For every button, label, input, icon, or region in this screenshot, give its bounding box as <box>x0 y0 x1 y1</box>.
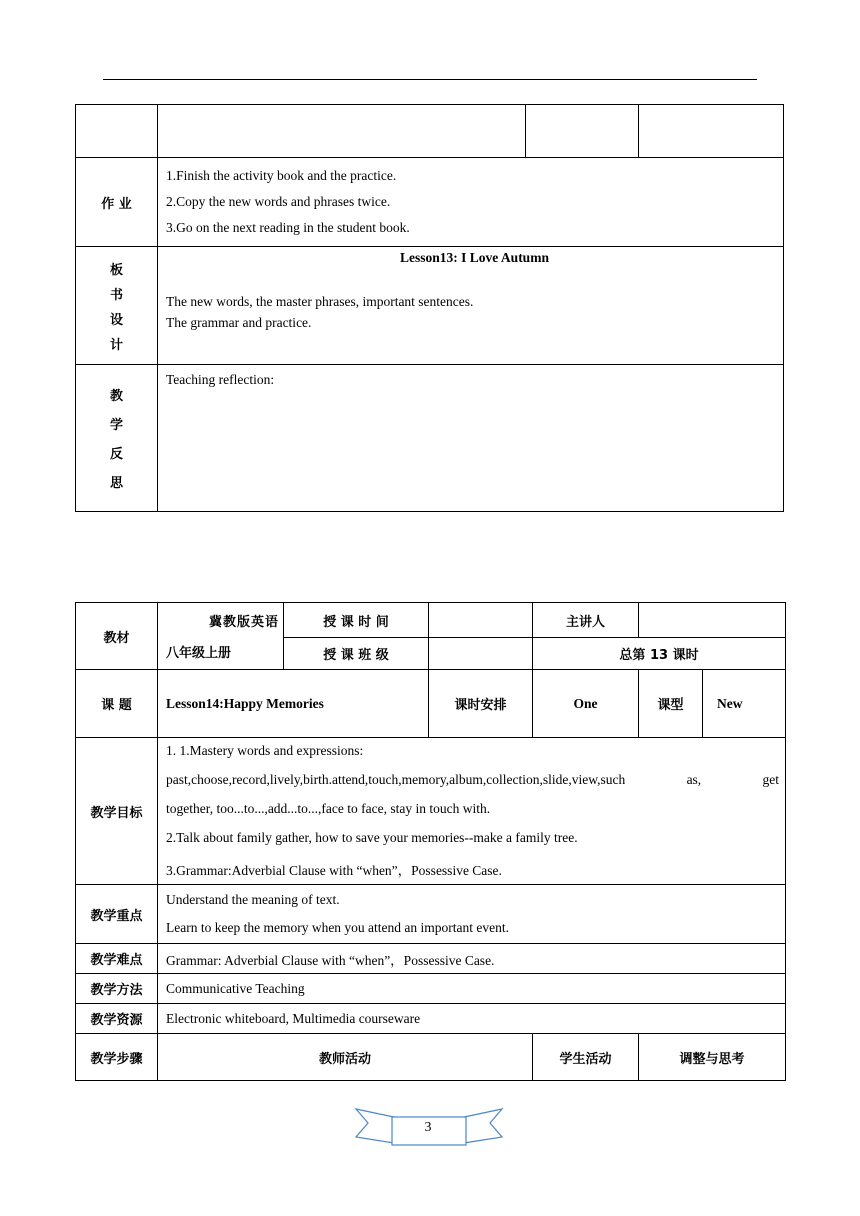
textbook-value <box>158 603 284 670</box>
key-points-content <box>158 885 786 944</box>
difficult-row <box>76 944 786 974</box>
objective-line: 2.Talk about family gather, how to save your memories--make a family tree. <box>166 830 578 845</box>
key-points-row <box>76 885 786 944</box>
type-value: New <box>703 670 786 738</box>
key-points-label: 教学重点 <box>76 885 158 944</box>
label-char: 思 <box>109 476 123 491</box>
schedule-label: 课时安排 <box>429 670 533 738</box>
class-label: 授 课 班 级 <box>284 638 429 670</box>
label-char: 书 <box>109 287 123 303</box>
objectives-content <box>158 738 786 885</box>
info-row-1 <box>76 603 786 638</box>
board-design-label <box>76 247 158 365</box>
teacher-activity-header: 教师活动 <box>158 1034 533 1081</box>
key-point-line: Understand the meaning of text. <box>166 892 340 907</box>
label-char: 板 <box>109 262 123 278</box>
lecturer-label: 主讲人 <box>533 603 639 638</box>
board-line: The new words, the master phrases, important sentences. <box>166 294 474 309</box>
total-lessons: 总第 13 课时 <box>533 638 786 670</box>
lesson14-table <box>75 602 786 1081</box>
homework-content <box>158 158 784 247</box>
board-line: The grammar and practice. <box>166 315 312 330</box>
board-design-row <box>76 247 784 365</box>
topic-label: 课 题 <box>76 670 158 738</box>
header-rule <box>103 79 757 80</box>
textbook-line: 八年级上册 <box>166 646 232 661</box>
objective-line: 1. 1.Mastery words and expressions: <box>166 743 364 758</box>
label-char: 学 <box>109 418 123 433</box>
time-label: 授 课 时 间 <box>284 603 429 638</box>
steps-header-row <box>76 1034 786 1081</box>
textbook-label: 教材 <box>76 603 158 670</box>
time-value <box>429 603 533 638</box>
topic-value: Lesson14:Happy Memories <box>158 670 429 738</box>
objectives-label: 教学目标 <box>76 738 158 885</box>
difficult-value: Grammar: Adverbial Clause with “when”，Possessive Case. <box>158 944 786 974</box>
homework-item: 2.Copy the new words and phrases twice. <box>166 194 391 209</box>
homework-item: 1.Finish the activity book and the practice. <box>166 168 397 183</box>
objective-line: past,choose,record,lively,birth.attend,touch,memory,album,collection,slide,view,such as, get <box>166 772 779 787</box>
resource-row <box>76 1004 786 1034</box>
resource-label: 教学资源 <box>76 1004 158 1034</box>
key-point-line: Learn to keep the memory when you attend an important event. <box>166 920 510 935</box>
blank-row <box>76 105 784 158</box>
lesson13-table <box>75 104 784 512</box>
lecturer-value <box>639 603 786 638</box>
topic-row <box>76 670 786 738</box>
method-label: 教学方法 <box>76 974 158 1004</box>
reflection-text: Teaching reflection: <box>158 365 784 512</box>
difficult-label: 教学难点 <box>76 944 158 974</box>
reflection-label <box>76 365 158 512</box>
label-char: 教 <box>109 389 123 404</box>
page-number: 3 <box>424 1120 432 1135</box>
homework-item: 3.Go on the next reading in the student book. <box>166 220 410 235</box>
method-row <box>76 974 786 1004</box>
label-char: 设 <box>109 312 123 328</box>
schedule-value: One <box>533 670 639 738</box>
adjust-reflect-header: 调整与思考 <box>639 1034 786 1081</box>
objective-line: 3.Grammar:Adverbial Clause with “when”，Possessive Case. <box>166 863 502 878</box>
reflection-row <box>76 365 784 512</box>
board-title: Lesson13: I Love Autumn <box>400 250 549 265</box>
homework-row <box>76 158 784 247</box>
steps-label: 教学步骤 <box>76 1034 158 1081</box>
type-label: 课型 <box>639 670 703 738</box>
board-design-content <box>158 247 784 365</box>
student-activity-header: 学生活动 <box>533 1034 639 1081</box>
method-value: Communicative Teaching <box>158 974 786 1004</box>
objectives-row <box>76 738 786 885</box>
resource-value: Electronic whiteboard, Multimedia courseware <box>158 1004 786 1034</box>
objective-line: together, too...to...,add...to...,face to face, stay in touch with. <box>166 801 491 816</box>
homework-label: 作 业 <box>76 158 158 247</box>
label-char: 计 <box>109 337 123 353</box>
label-char: 反 <box>109 447 123 462</box>
class-value <box>429 638 533 670</box>
textbook-line: 冀教版英语 <box>208 615 279 630</box>
